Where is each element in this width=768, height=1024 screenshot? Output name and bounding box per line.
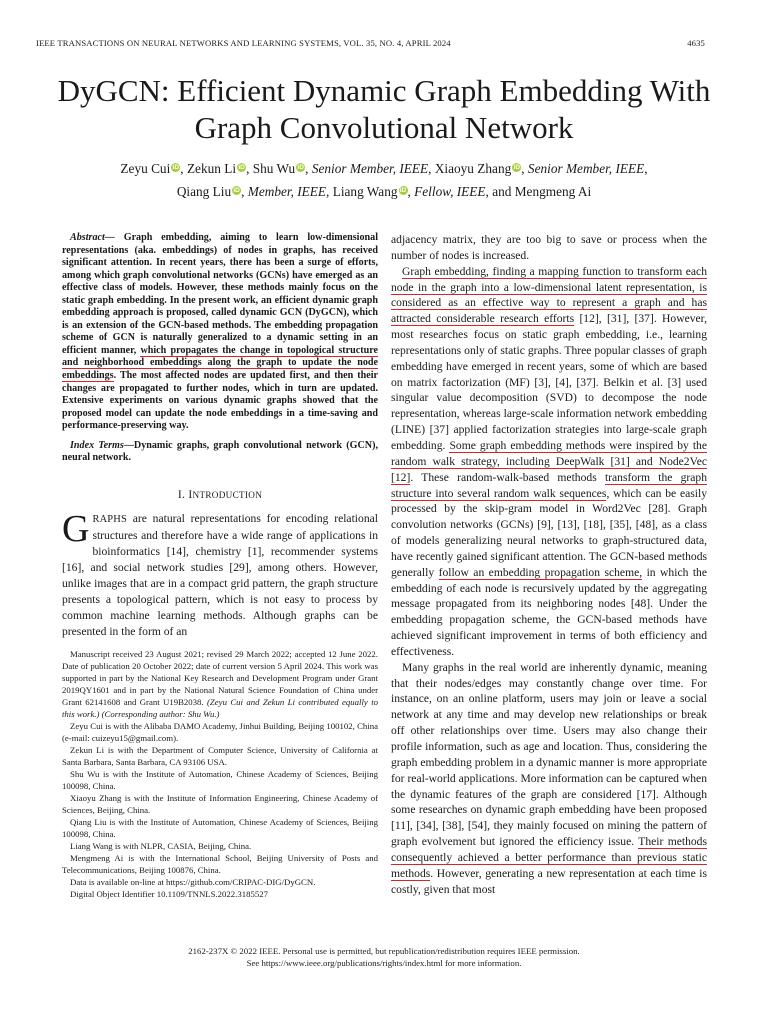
author-name: Zeyu Cui bbox=[120, 161, 171, 176]
footnote: Liang Wang is with NLPR, CASIA, Beijing, China. bbox=[70, 840, 252, 851]
highlight-underline: follow an embedding propagation scheme, bbox=[438, 565, 643, 579]
highlight-underline: Some graph embedding methods were inspired by the random walk strategy, including DeepWalk [31] and Node2Vec [12] bbox=[391, 438, 707, 484]
body-text: . However, generating a new representation at each time is costly, given that most bbox=[391, 866, 707, 896]
author-name: Zekun Li bbox=[186, 161, 237, 176]
author-name: Xiaoyu Zhang bbox=[434, 161, 512, 176]
journal-name: IEEE TRANSACTIONS ON NEURAL NETWORKS AND LEARNING SYSTEMS, VOL. 35, NO. 4, APRIL 2024 bbox=[36, 38, 451, 48]
footnote: Qiang Liu is with the Institute of Automation, Chinese Academy of Sciences, Beijing 100098, China. bbox=[62, 816, 378, 839]
page-number: 4635 bbox=[687, 38, 705, 48]
footnote: Zeyu Cui is with the Alibaba DAMO Academy, Jinhui Building, Beijing 100102, China (e-mail: cuizeyu15@gmail.com). bbox=[62, 721, 378, 744]
highlight-underline: Graph embedding, finding a mapping function to transform each node in the graph into a low-dimensional latent representation, is considered as an effective way to represent a graph and has attracted considerable research efforts bbox=[391, 264, 707, 326]
author-name: Mengmeng Ai bbox=[514, 184, 592, 199]
copyright-footer bbox=[20, 946, 748, 969]
right-column bbox=[391, 232, 707, 897]
intro-paragraph bbox=[62, 507, 378, 640]
body-text: . These random-walk-based methods bbox=[410, 470, 605, 484]
index-terms-lead: Index Terms— bbox=[70, 439, 134, 451]
section-number: I. I bbox=[177, 487, 193, 501]
author-name: Qiang Liu bbox=[176, 184, 232, 199]
body-text: in which the embedding of each node is recursively updated by the aggregating message propagated from its neighboring nodes [48]. Under the embedding propagation scheme, the GCN-based methods have achieved significant improvement in terms of both efficiency and effectiveness. bbox=[391, 565, 707, 658]
orcid-icon[interactable]: iD bbox=[399, 187, 407, 194]
body-text: Many graphs in the real world are inherently dynamic, meaning that their nodes/edges may constantly change over time. For instance, on an online platform, users may join or leave a social network at any time and may develop new relationships or break off other relationships over time. Users may also change their profile information, such as age and location. Thus, considering the graph embedding problem in a dynamic manner is more appropriate for real-world applications. More information can be captured when the dynamic features of the graph are considered [17]. Although some researches on dynamic graph embedding have been proposed [11], [34], [38], [54], they mainly focused on mining the pattern of graph evolvement but ignored the efficiency issue. bbox=[391, 660, 707, 849]
orcid-icon[interactable]: iD bbox=[233, 187, 240, 194]
first-word: RAPHS bbox=[92, 513, 127, 525]
author-line-2: Qiang Liu iD, Member, IEEE, Liang Wang iD, Fellow, IEEE, and Mengmeng Ai bbox=[176, 184, 592, 199]
copyright-line: 2162-237X © 2022 IEEE. Personal use is permitted, but republication/redistribution requires IEEE permission. bbox=[188, 946, 580, 956]
footnote bbox=[62, 649, 378, 721]
intro-text: are natural representations for encoding relational structures and therefore have a wide range of applications in bioinformatics [14], chemistry [1], recommender systems [16], and social network studies [29], among others. However, unlike images that are in a compact grid pattern, the graph structure presents a topological pattern, which is not easy to process by common machine learning methods. Although graphs can be presented in the form of an bbox=[62, 511, 378, 638]
body-paragraph bbox=[391, 660, 707, 898]
author-conjunction: and bbox=[492, 184, 512, 199]
footnotes bbox=[62, 649, 378, 900]
highlight-underline: which propagates the change in topological structure and neighborhood embeddings along the graph to update the node embeddings bbox=[62, 344, 378, 382]
drop-cap: G bbox=[62, 507, 90, 550]
highlight-underline: Their methods consequently achieved a better performance than previous static methods bbox=[391, 835, 707, 880]
section-name: NTRODUCTION bbox=[192, 489, 263, 500]
index-terms-text: Dynamic graphs, graph convolutional network (GCN), neural network. bbox=[62, 439, 378, 464]
body-paragraph bbox=[391, 264, 707, 660]
orcid-icon[interactable]: iD bbox=[172, 164, 180, 171]
footnote: Data is available on-line at https://github.com/CRIPAC-DIG/DyGCN. bbox=[70, 876, 316, 887]
footnote: Digital Object Identifier 10.1109/TNNLS.2022.3185527 bbox=[70, 888, 268, 899]
rights-link-line: See https://www.ieee.org/publications/rights/index.html for more information. bbox=[246, 957, 522, 968]
author-role: Senior Member, IEEE bbox=[527, 161, 645, 176]
footnote: Xiaoyu Zhang is with the Institute of Information Engineering, Chinese Academy of Sciences, Beijing, China. bbox=[62, 792, 378, 815]
highlight-underline: transform the graph structure into several random walk sequences bbox=[391, 470, 708, 500]
footnote-text: Manuscript received 23 August 2021; revised 29 March 2022; accepted 12 June 2022. Date of publication 20 October 2022; date of current version 5 April 2024. This work was supported in part by the National Key Research and Development Program under Grant 2019QY1601 and in part by the National Natural Science Foundation of China under Grant 62141608 and Grant U19B2038. bbox=[62, 649, 378, 708]
author-line-1: Zeyu Cui iD, Zekun Li iD, Shu Wu iD, Senior Member, IEEE, Xiaoyu Zhang iD, Senior Member, IEEE, bbox=[120, 161, 648, 176]
title-line-1: DyGCN: Efficient Dynamic Graph Embedding With bbox=[57, 73, 711, 108]
footnote: Zekun Li is with the Department of Computer Science, University of California at Santa Barbara, Santa Barbara, CA 93106 USA. bbox=[62, 745, 378, 768]
orcid-icon[interactable]: iD bbox=[297, 164, 304, 171]
author-list bbox=[20, 157, 748, 203]
body-text: [12], [31], [37]. However, most researches focus on static graph embedding, i.e., learning representations only of static graphs. Three popular classes of graph embedding have emerged in recent years, some of which are based on matrix factorization (MF) [3], [4], [37]. Belkin et al. [3] used singular value decomposition (SVD) to decompose the node representation, whereas large-scale information network embedding (LINE) [37] applied factorization strategies into large-scale graph embedding. bbox=[391, 312, 707, 452]
abstract-lead: Abstract— bbox=[70, 232, 115, 243]
section-heading bbox=[62, 488, 378, 501]
title-line-2: Graph Convolutional Network bbox=[194, 110, 574, 145]
body-text: , which can be easily processed by the skip-gram model in Word2Vec [28]. Graph convolution networks (GCNs) [9], [13], [18], [35], [48], as a class of models generalizing neural networks to graph-structured data, have recently gained significant attention. The GCN-based methods generally bbox=[391, 486, 707, 579]
footnote: Mengmeng Ai is with the International School, Beijing University of Posts and Telecommunications, Beijing 100876, China. bbox=[62, 852, 378, 875]
orcid-icon[interactable]: iD bbox=[238, 164, 245, 171]
abstract-text: Graph embedding, aiming to learn low-dimensional representations (aka. embeddings) of nodes in graphs, has received significant attention. In recent years, there has been a surge of efforts, among which graph convolutional networks (GCNs) have emerged as an effective class of models. However, these methods mainly focus on the static graph embedding. In the present work, an efficient dynamic graph embedding approach is proposed, called dynamic GCN (DyGCN), which is an extension of the GCN-based methods. The embedding propagation scheme of GCN is naturally generalized to a dynamic setting in an efficient manner, bbox=[62, 232, 378, 356]
author-role: Member, IEEE bbox=[247, 184, 327, 199]
abstract-text: . The most affected nodes are updated first, and then their changes are propagated to further nodes, which in turn are updated. Extensive experiments on various dynamic graphs showed that the proposed model can update the node embeddings in a time-saving and performance-preserving way. bbox=[62, 370, 378, 432]
abstract bbox=[62, 232, 378, 433]
left-column bbox=[62, 232, 378, 900]
author-name: Liang Wang bbox=[332, 184, 398, 199]
author-name: Shu Wu bbox=[252, 161, 296, 176]
paper-title bbox=[20, 72, 748, 146]
author-role: Fellow, IEEE bbox=[414, 184, 486, 199]
footnote-italic: (Zeyu Cui and Zekun Li contributed equally to this work.) (Corresponding author: Shu Wu.) bbox=[62, 697, 378, 720]
orcid-icon[interactable]: iD bbox=[513, 164, 521, 171]
author-role: Senior Member, IEEE bbox=[311, 161, 429, 176]
footnote: Shu Wu is with the Institute of Automation, Chinese Academy of Sciences, Beijing 100098, China. bbox=[62, 769, 378, 791]
index-terms bbox=[62, 440, 378, 465]
body-paragraph: adjacency matrix, they are too big to save or process when the number of nodes is increased. bbox=[391, 233, 707, 262]
